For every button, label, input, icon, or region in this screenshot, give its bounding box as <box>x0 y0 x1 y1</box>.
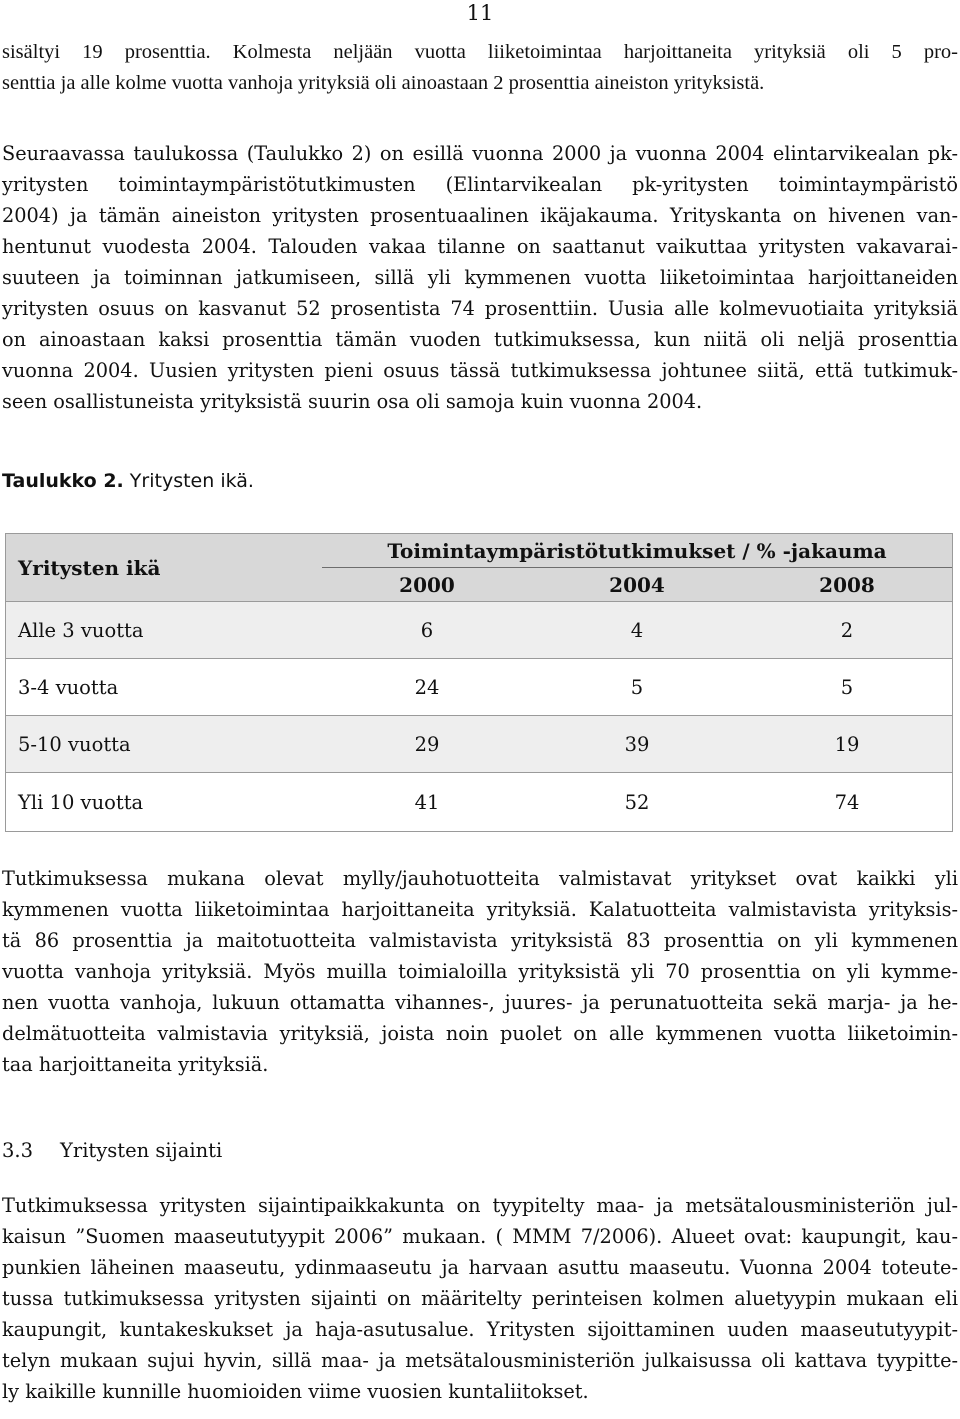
text-line: kaisun ”Suomen maaseututyypit 2006” mukaan. ( MMM 7/2006). Alueet ovat: kaupungit, kau- <box>2 1225 958 1248</box>
table-cell: 52 <box>624 790 650 814</box>
table-cell: 24 <box>414 675 440 699</box>
text-line: delmätuotteita valmistavia yrityksiä, joista noin puolet on alle kymmenen vuotta liiketoimin- <box>2 1022 958 1045</box>
table-cell: 29 <box>414 732 440 756</box>
text-line: punkien läheinen maaseutu, ydinmaaseutu ja harvaan asuttu maaseutu. Vuonna 2004 toteute- <box>2 1256 958 1279</box>
table-cell: 2 <box>840 618 854 642</box>
text-line: Seuraavassa taulukossa (Taulukko 2) on esillä vuonna 2000 ja vuonna 2004 elintarvikealan pk- <box>2 142 958 165</box>
table-row <box>6 715 952 772</box>
text-line: yritysten toimintaympäristötutkimusten (Elintarvikealan pk-yritysten toimintaympäristö <box>2 173 958 196</box>
paragraph-location <box>2 1190 958 1407</box>
table-cell: 41 <box>414 790 440 814</box>
table-year-header: 2000 <box>322 568 532 601</box>
table-year-header: 2004 <box>532 568 742 601</box>
table-cell: 39 <box>624 732 650 756</box>
text-line: sisältyi 19 prosenttia. Kolmesta neljään vuotta liiketoimintaa harjoittaneita yrityksiä oli 5 pro- <box>2 41 958 63</box>
paragraph-table-intro <box>2 138 958 417</box>
text-line: vuonna 2004. Uusien yritysten pieni osuus tässä tutkimuksessa johtunee siitä, että tutkimuk- <box>2 359 958 382</box>
table-caption-label: Taulukko 2. <box>2 470 124 492</box>
table-caption <box>2 466 254 496</box>
table-cell: 19 <box>834 732 860 756</box>
text-line: Tutkimuksessa mukana olevat mylly/jauhotuotteita valmistavat yritykset ovat kaikki yli <box>2 867 958 890</box>
text-line: seen osallistuneista yrityksistä suurin osa oli samoja kuin vuonna 2004. <box>2 390 703 413</box>
table-row-label: 3-4 vuotta <box>18 675 119 699</box>
table-year-header: 2008 <box>742 568 952 601</box>
table-row-header: Yritysten ikä <box>6 534 322 601</box>
table-cell: 4 <box>630 618 644 642</box>
table-cell: 74 <box>834 790 860 814</box>
text-line: yritysten osuus on kasvanut 52 prosentista 74 prosenttiin. Uusia alle kolmevuotiaita yrityksiä <box>2 297 958 320</box>
text-line: on ainoastaan kaksi prosenttia tämän vuoden tutkimuksessa, kun niitä oli neljä prosenttia <box>2 328 958 351</box>
table-row-label: Alle 3 vuotta <box>18 618 144 642</box>
section-number: 3.3 <box>2 1139 34 1162</box>
table-row <box>6 601 952 658</box>
text-line: kymmenen vuotta liiketoimintaa harjoittaneita yrityksiä. Kalatuotteita valmistavista yrityksis- <box>2 898 958 921</box>
text-line: nen vuotta vanhoja, lukuun ottamatta vihannes-, juures- ja perunatuotteita sekä marja- ja he- <box>2 991 958 1014</box>
table-row-label: 5-10 vuotta <box>18 732 131 756</box>
text-line: tä 86 prosenttia ja maitotuotteita valmistavista yrityksistä 83 prosenttia on yli kymmenen <box>2 929 958 952</box>
page-number: 11 <box>466 1 494 25</box>
table-row <box>6 772 952 831</box>
text-line: hentunut vuodesta 2004. Talouden vakaa tilanne on saattanut vaikuttaa yritysten vakavarai- <box>2 235 958 258</box>
text-line: 2004) ja tämän aineiston yritysten prosentuaalinen ikäjakauma. Yrityskanta on hivenen van- <box>2 204 958 227</box>
text-line: tussa tutkimuksessa yritysten sijainti on määritelty perinteisen kolmen aluetyypin mukaan eli <box>2 1287 958 1310</box>
table-row <box>6 658 952 715</box>
text-line: ly kaikille kunnille huomioiden viime vuosien kuntaliitokset. <box>2 1380 589 1403</box>
section-title: Yritysten sijainti <box>60 1139 223 1162</box>
age-distribution-table <box>5 533 953 832</box>
paragraph-industry-age <box>2 863 958 1080</box>
text-line: kaupungit, kuntakeskukset ja haja-asutusalue. Yritysten sijoittaminen uuden maaseututyypit- <box>2 1318 958 1341</box>
section-heading <box>2 1136 222 1166</box>
text-line: taa harjoittaneita yrityksiä. <box>2 1053 269 1076</box>
table-cell: 5 <box>840 675 854 699</box>
text-line: senttia ja alle kolme vuotta vanhoja yrityksiä oli ainoastaan 2 prosenttia aineiston yrityksistä. <box>2 72 765 94</box>
text-line: vuotta vanhoja yrityksiä. Myös muilla toimialoilla yrityksistä yli 70 prosenttia on yli kymme- <box>2 960 958 983</box>
text-line: Tutkimuksessa yritysten sijaintipaikkakunta on tyypitelty maa- ja metsätalousministeriön jul- <box>2 1194 958 1217</box>
table-caption-text: Yritysten ikä. <box>123 470 254 492</box>
text-line: suuteen ja toiminnan jatkumiseen, sillä yli kymmenen vuotta liiketoimintaa harjoittaneiden <box>2 266 958 289</box>
table-group-header: Toimintaympäristötutkimukset / % -jakauma <box>322 534 952 568</box>
table-cell: 5 <box>630 675 644 699</box>
paragraph-intro <box>2 37 958 99</box>
table-cell: 6 <box>420 618 434 642</box>
text-line: telyn mukaan sujui hyvin, sillä maa- ja metsätalousministeriön julkaisussa oli kattava tyypitte- <box>2 1349 958 1372</box>
table-row-label: Yli 10 vuotta <box>18 790 144 814</box>
